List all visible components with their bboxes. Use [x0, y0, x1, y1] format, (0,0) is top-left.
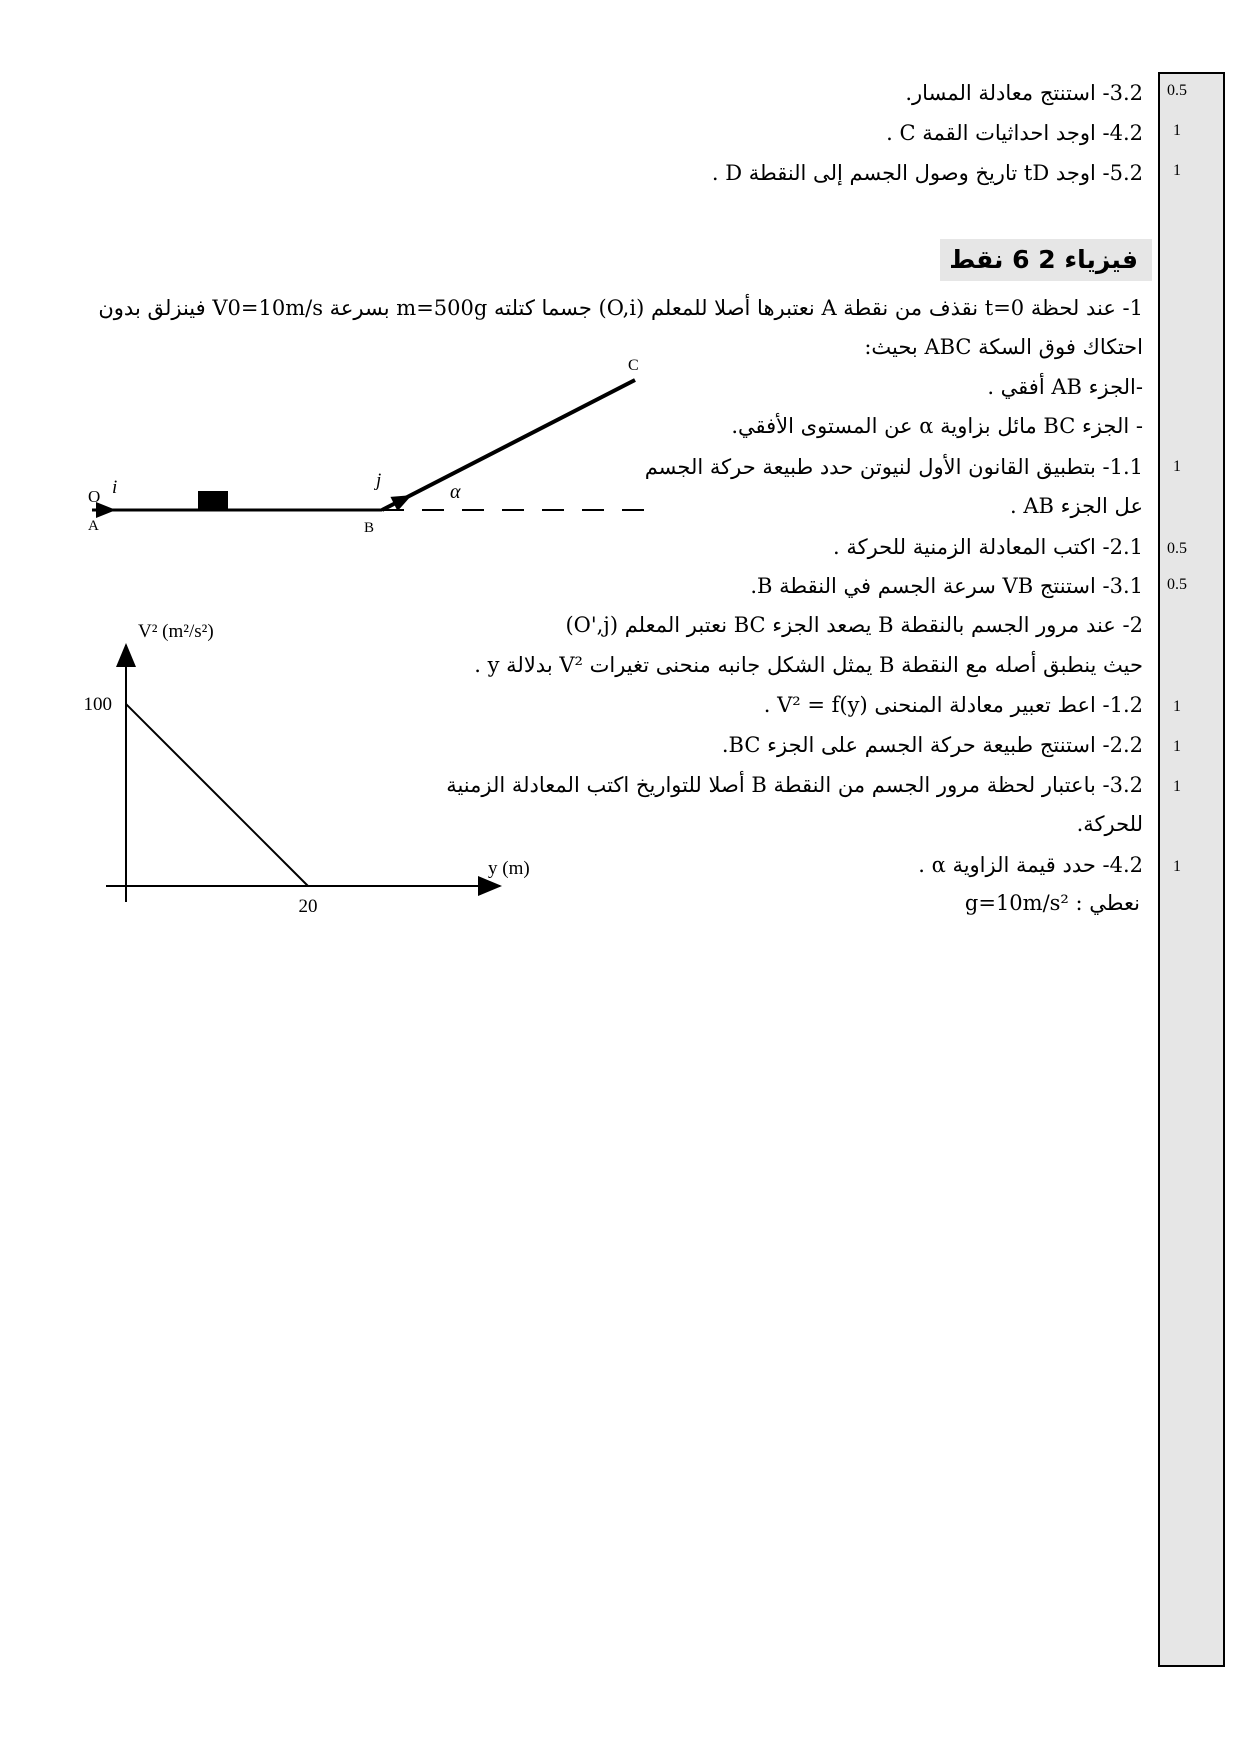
question-1-2: 1.2- اعط تعبير معادلة المنحنى V² = f(y) .: [763, 693, 1143, 717]
intro-line-3: -الجزء AB أفقي .: [987, 375, 1143, 399]
intro-line-4: - الجزء BC مائل بزاوية α عن المستوى الأفقي.: [731, 414, 1143, 438]
track-bc: [382, 380, 635, 510]
score-q4-2: 1: [1173, 122, 1181, 139]
vector-j: [382, 496, 410, 510]
score-q2-1: 0.5: [1167, 540, 1187, 557]
block: [198, 491, 228, 510]
v2-y-chart: [60, 610, 560, 930]
question-4-2b: 4.2- حدد قيمة الزاوية α .: [918, 853, 1143, 877]
x-axis-label: y (m): [488, 858, 530, 879]
label-o: O: [88, 487, 101, 506]
question-5-2: 5.2- اوجد tD تاريخ وصول الجسم إلى النقطة D .: [711, 161, 1143, 185]
question-3-2: 3.2- استنتج معادلة المسار.: [905, 81, 1143, 105]
score-q1-2: 1: [1173, 698, 1181, 715]
track-figure: [80, 340, 660, 540]
given-data: نعطي : g=10m/s²: [964, 891, 1140, 915]
score-q2-2: 1: [1173, 738, 1181, 755]
question-2-1: 2.1- اكتب المعادلة الزمنية للحركة .: [832, 535, 1143, 559]
x-tick-label: 20: [298, 896, 318, 917]
label-i: i: [112, 477, 118, 498]
section-title: فيزياء 2 6 نقط: [940, 239, 1152, 281]
intro-line-2: احتكاك فوق السكة ABC بحيث:: [864, 335, 1143, 359]
question-3-2b: 3.2- باعتبار لحظة مرور الجسم من النقطة B أصلا للتواريخ اكتب المعادلة الزمنية: [446, 773, 1143, 797]
label-b: B: [364, 520, 375, 536]
question-3-2b-cont: للحركة.: [1076, 812, 1143, 836]
score-q3-1: 0.5: [1167, 576, 1187, 593]
question-4-2: 4.2- اوجد احداثيات القمة C .: [886, 121, 1143, 145]
v2-series-line: [126, 704, 308, 886]
question-1-1: 1.1- بتطبيق القانون الأول لنيوتن حدد طبيعة حركة الجسم: [644, 455, 1143, 479]
score-q1-1: 1: [1173, 458, 1181, 475]
label-a: A: [88, 518, 99, 534]
y-axis-label: V² (m²/s²): [138, 621, 214, 642]
intro-line-1: 1- عند لحظة t=0 نقذف من نقطة A نعتبرها أصلا للمعلم (O,i) جسما كتلته m=500g بسرعة V0=10m/s فينزلق بدون: [98, 296, 1143, 320]
part2-intro-line-2: حيث ينطبق أصله مع النقطة B يمثل الشكل جانبه منحنى تغيرات V² بدلالة y .: [474, 653, 1143, 677]
score-q5-2: 1: [1173, 162, 1181, 179]
score-q3-2b: 1: [1173, 778, 1181, 795]
question-3-1: 3.1- استنتج VB سرعة الجسم في النقطة B.: [750, 574, 1143, 598]
y-tick-label: 100: [83, 694, 112, 715]
part2-intro-line-1: 2- عند مرور الجسم بالنقطة B يصعد الجزء BC نعتبر المعلم (O',j): [565, 613, 1143, 637]
score-q3-2: 0.5: [1167, 82, 1187, 99]
question-1-1-cont: عل الجزء AB .: [1009, 494, 1143, 518]
label-c: C: [628, 357, 639, 374]
question-2-2: 2.2- استنتج طبيعة حركة الجسم على الجزء BC.: [721, 733, 1143, 757]
score-q4-2b: 1: [1173, 858, 1181, 875]
label-j: j: [376, 470, 382, 491]
label-alpha: α: [450, 481, 461, 503]
